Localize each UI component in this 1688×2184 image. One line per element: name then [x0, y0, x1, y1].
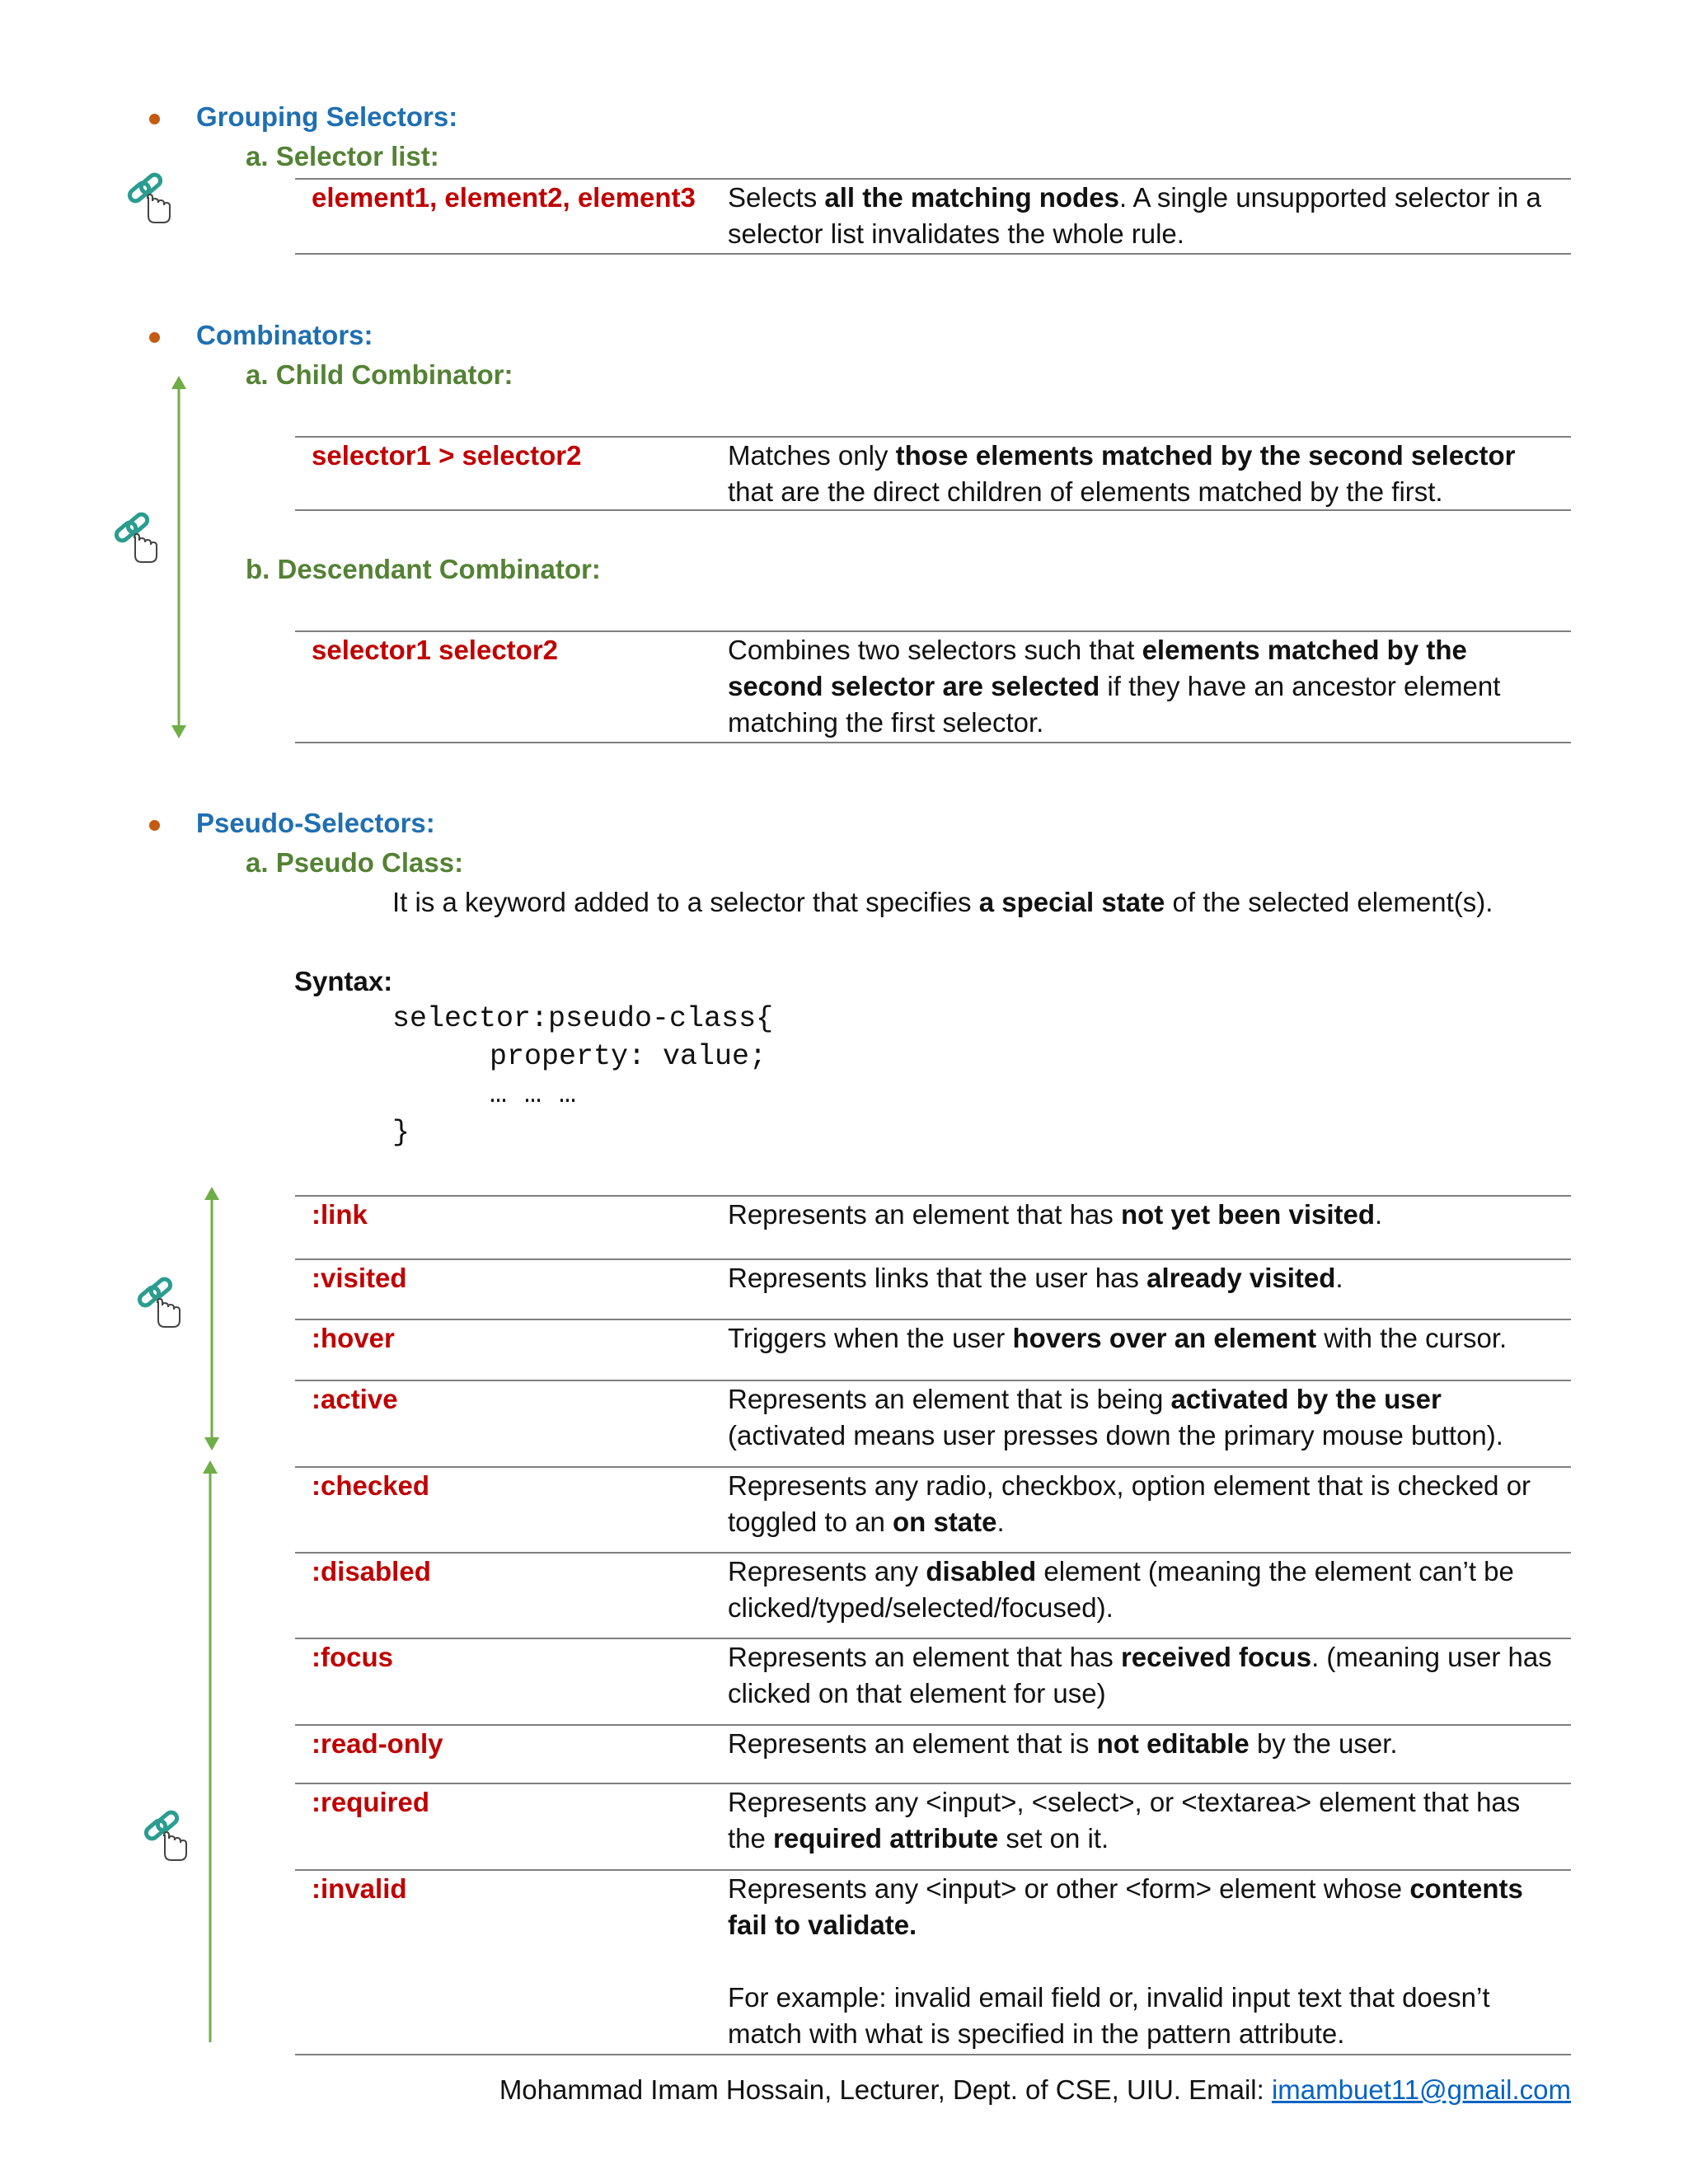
- code-line: selector:pseudo-class{: [392, 1002, 774, 1035]
- selector-name: element1, element2, element3: [312, 182, 696, 213]
- selector-name: :focus: [312, 1642, 393, 1672]
- bullet: [149, 114, 160, 124]
- selector-description: Selects all the matching nodes. A single unsupported selector in a selector list invalidates the whole rule.: [728, 182, 1541, 249]
- bullet: [149, 820, 160, 831]
- selector-description: Represents any radio, checkbox, option element that is checked or toggled to an on state.: [728, 1470, 1531, 1537]
- email-link[interactable]: imambuet11@gmail.com: [1271, 2074, 1571, 2105]
- code-line: }: [392, 1116, 410, 1149]
- table-rule: [295, 742, 1571, 743]
- selector-name: selector1 selector2: [312, 635, 559, 665]
- selector-name: :read-only: [312, 1728, 443, 1759]
- page-footer: [499, 2074, 1571, 2106]
- selector-name: :active: [312, 1384, 398, 1414]
- link-hand-icon[interactable]: [110, 511, 160, 565]
- code-line: … … …: [490, 1078, 577, 1111]
- range-arrow: [198, 1187, 226, 1451]
- selector-description: Represents an element that has received focus. (meaning user has clicked on that element for use): [728, 1642, 1552, 1708]
- selector-name: :hover: [312, 1323, 395, 1353]
- table-rule: [295, 509, 1571, 511]
- selector-description: Matches only those elements matched by the second selector that are the direct children of elements matched by the first.: [728, 440, 1516, 507]
- selector-name: :required: [312, 1787, 430, 1817]
- selector-name: :checked: [312, 1470, 430, 1501]
- selector-description: Represents links that the user has already visited.: [728, 1263, 1343, 1293]
- section-title-grouping: Grouping Selectors:: [196, 101, 458, 132]
- selector-description: Represents an element that is not editable by the user.: [728, 1728, 1398, 1759]
- subsection-child-combinator: a. Child Combinator:: [246, 359, 513, 390]
- section-title-combinators: Combinators:: [196, 320, 373, 350]
- selector-name: :link: [312, 1199, 368, 1230]
- range-arrow-open: [196, 1460, 224, 2042]
- footer-text: Mohammad Imam Hossain, Lecturer, Dept. of CSE, UIU. Email:: [499, 2074, 1272, 2105]
- selector-description: Represents any <input>, <select>, or <textarea> element that has the required attribute set on it.: [728, 1787, 1521, 1854]
- subsection-selector-list: a. Selector list:: [246, 141, 439, 171]
- bullet: [149, 332, 160, 343]
- subsection-pseudo-class: a. Pseudo Class:: [246, 847, 464, 878]
- pseudo-class-intro: It is a keyword added to a selector that specifies a special state of the selected element(s).: [392, 887, 1493, 917]
- selector-description: Represents any <input> or other <form> element whose contents fail to validate.: [728, 1873, 1523, 1940]
- section-title-pseudo: Pseudo-Selectors:: [196, 808, 435, 838]
- selector-name: :visited: [312, 1263, 407, 1293]
- table-rule: [295, 253, 1571, 255]
- link-hand-icon[interactable]: [140, 1809, 190, 1863]
- selector-description: Triggers when the user hovers over an element with the cursor.: [728, 1323, 1507, 1353]
- link-hand-icon[interactable]: [124, 171, 173, 226]
- selector-name: :invalid: [312, 1873, 407, 1904]
- selector-description: Represents an element that has not yet been visited.: [728, 1199, 1383, 1230]
- subsection-descendant-combinator: b. Descendant Combinator:: [246, 554, 601, 584]
- range-arrow: [165, 376, 193, 738]
- code-line: property: value;: [490, 1040, 767, 1073]
- selector-description: Combines two selectors such that elements matched by the second selector are selected if they have an ancestor element matching the first selector.: [728, 635, 1501, 738]
- selector-description: Represents an element that is being activated by the user (activated means user presses down the primary mouse button).: [728, 1384, 1503, 1451]
- selector-description: Represents any disabled element (meaning the element can’t be clicked/typed/selected/focused).: [728, 1556, 1514, 1623]
- selector-name: selector1 > selector2: [312, 440, 582, 471]
- syntax-label: Syntax:: [294, 966, 393, 996]
- selector-example: For example: invalid email field or, invalid input text that doesn’t match with what is specified in the pattern attribute.: [728, 1982, 1490, 2049]
- link-hand-icon[interactable]: [134, 1276, 183, 1330]
- selector-name: :disabled: [312, 1556, 431, 1586]
- table-rule: [295, 2054, 1571, 2055]
